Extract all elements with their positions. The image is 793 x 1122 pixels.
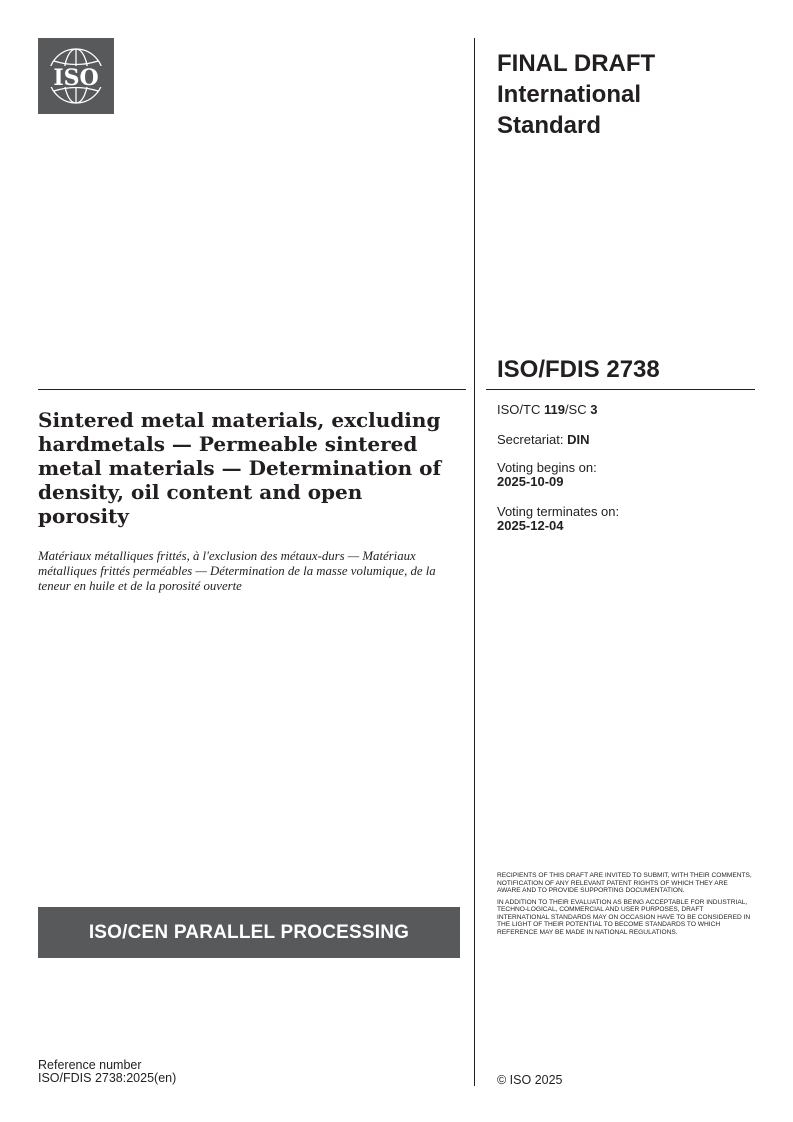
status-line-3: Standard <box>497 112 602 139</box>
copyright: © ISO 2025 <box>497 1073 563 1087</box>
voting-begins-label: Voting begins on: <box>497 460 597 475</box>
horizontal-divider-right <box>486 389 755 390</box>
parallel-processing-banner: ISO/CEN PARALLEL PROCESSING <box>38 907 460 958</box>
globe-icon <box>38 38 114 114</box>
sc-prefix: /SC <box>564 402 591 417</box>
reference-number <box>38 1059 176 1085</box>
notice-paragraph-2: IN ADDITION TO THEIR EVALUATION AS BEING ACCEPTABLE FOR INDUSTRIAL, TECHNO-LOGICAL, COMMERCIAL AND USER PURPOSES, DRAFT INTERNATIONAL STANDARDS MAY ON OCCASION HAVE TO BE CONSIDERED IN THE LIGHT OF THEIR POTENTIAL TO BECOME STANDARDS TO WHICH REFERENCE MAY BE MADE IN NATIONAL REGULATIONS. <box>497 898 751 936</box>
horizontal-divider-left <box>38 389 466 390</box>
voting-begins-date: 2025-10-09 <box>497 474 564 489</box>
secretariat-value: DIN <box>567 432 590 447</box>
document-title-french: Matériaux métalliques frittés, à l'exclusion des métaux-durs — Matériaux métalliques frittés perméables — Détermination de la masse volumique, de la teneur en huile et de la porosité ouverte <box>38 549 436 593</box>
draft-status-heading <box>497 48 757 141</box>
logo-text: ISO <box>53 65 99 91</box>
secretariat <box>497 433 589 447</box>
iso-logo <box>38 38 114 114</box>
document-number: ISO/FDIS 2738 <box>497 356 660 383</box>
secretariat-label: Secretariat: <box>497 432 568 447</box>
status-line-1: FINAL DRAFT <box>497 50 656 77</box>
draft-notice <box>497 872 752 940</box>
tc-number: 119 <box>543 402 565 417</box>
reference-label: Reference number <box>38 1058 142 1072</box>
voting-terminates-date: 2025-12-04 <box>497 518 564 533</box>
reference-value: ISO/FDIS 2738:2025(en) <box>38 1071 177 1085</box>
sc-number: 3 <box>590 402 598 417</box>
voting-terminates-label: Voting terminates on: <box>497 504 620 519</box>
tc-prefix: ISO/TC <box>497 402 544 417</box>
voting-begins <box>497 461 597 489</box>
technical-committee <box>497 403 597 417</box>
vertical-divider <box>474 38 475 1086</box>
notice-paragraph-1: RECIPIENTS OF THIS DRAFT ARE INVITED TO SUBMIT, WITH THEIR COMMENTS, NOTIFICATION OF ANY RELEVANT PATENT RIGHTS OF WHICH THEY ARE AWARE AND TO PROVIDE SUPPORTING DOCUMENTATION. <box>497 872 752 894</box>
voting-terminates <box>497 505 619 533</box>
status-line-2: International <box>497 81 642 108</box>
document-title-english: Sintered metal materials, excluding hardmetals — Permeable sintered metal materials — Determination of density, oil content and open porosity <box>38 408 442 528</box>
